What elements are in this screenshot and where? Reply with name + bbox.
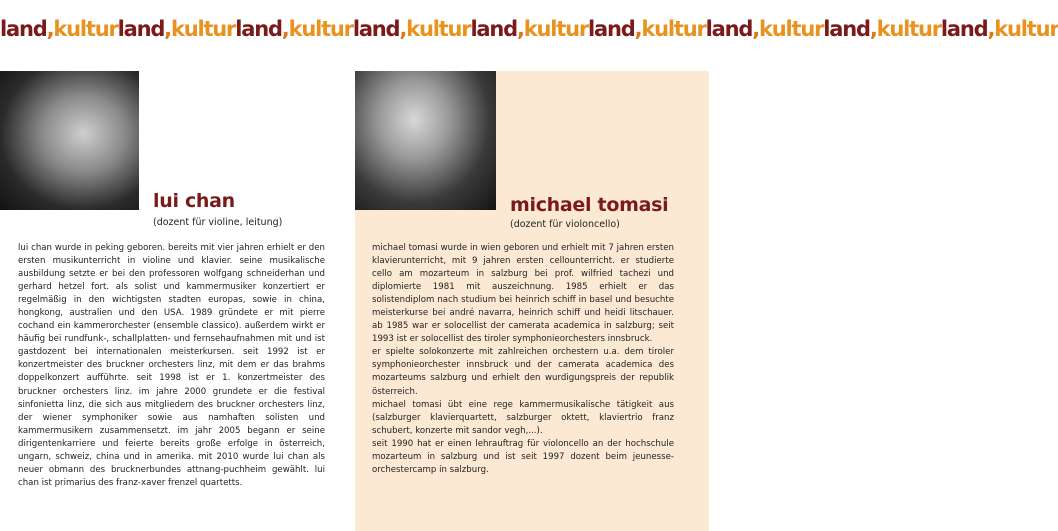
left-bio-paragraph: lui chan wurde in peking geboren. bereits mit vier jahren erhielt er den ersten musikunterricht in violine und klavier. seine musikalische ausbildung setzte er bei den professoren wolfgang schneiderhan und gerhard hetzel fort. als solist und kammermusiker konzertiert er regelmäßig in den wichtigsten stadten europas, sowie in china, hongkong, australien und den USA. 1989 gründete er mit pierre cochand ein kammerorchester (ensemble classico). außerdem wirkt er häufig bei rundfunk-, schallplatten- und fernsehaufnahmen mit und ist gastdozent bei internationalen meisterkursen. seit 1992 ist er konzertmeister des bruckner orchesters linz, mit dem er das brahms doppelkonzert aufführte. seit 1998 ist er 1. konzertmeister des bruckner orchesters linz. im jahre 2000 grundete er die festival sinfonietta linz, die sich aus mitgliedern des bruckner orchesters linz, der wiener symphoniker sowie aus namhaften solisten und kammermusikern zusammensetzt. im jahr 2005 begann er seine dirigentenkarriere und feierte bereits große erfolge in österreich, ungarn, schweiz, china und in amerika. mit 2010 wurde lui chan als neuer obmann des brucknerbundes attnang-puchheim gewählt. lui chan ist primarius des franz-xaver frenzel quartetts.	[18, 243, 325, 488]
banner-word: ,	[164, 17, 171, 41]
banner-word: land	[235, 17, 282, 41]
right-bio-paragraph: er spielte solokonzerte mit zahlreichen orchestern u.a. dem tiroler symphonieorchester innsbruck und der camerata academica des mozarteums salzburg und erhielt den wurdigungspreis der republik österreich.	[372, 347, 674, 397]
right-bio-paragraph: seit 1990 hat er einen lehrauftrag für violoncello an der hochschule mozarteum in salzburg und ist seit 1997 dozent beim jeunesse-orchestercamp in salzburg.	[372, 438, 674, 475]
michael-tomasi-photo	[355, 71, 496, 210]
left-role: (dozent für violine, leitung)	[153, 217, 283, 228]
banner-word: ,	[281, 17, 289, 41]
banner-word: ,	[399, 17, 407, 41]
right-bio-paragraph: michael tomasi übt eine rege kammermusikalische tätigkeit aus (salzburger klavierquartett, salzburger oktett, klaviertrio franz schubert, konzerte mit sandor vegh,...).	[372, 399, 674, 436]
banner-word: land	[117, 17, 165, 41]
banner-word: ,	[517, 17, 524, 41]
banner-word: kultur	[406, 17, 471, 41]
banner-word: ,	[46, 17, 54, 41]
left-bio	[18, 242, 325, 490]
lui-chan-photo	[0, 71, 139, 210]
right-name: michael tomasi	[510, 194, 669, 216]
banner-word: kultur	[876, 17, 941, 41]
right-bio-paragraph: michael tomasi wurde in wien geboren und erhielt mit 7 jahren ersten klavierunterricht, mit 9 jahren ersten cellounterricht. er studierte cello am mozarteum in salzburg bei prof. wilfried tachezi und diplomierte 1981 mit auszeichnung. 1985 erhielt er das solistendiplom nach studium bei heinrich schiff in basel und besuchte meisterkurse bei andré navarra, heinrich schiff und heidi litschauer. ab 1985 war er solocellist der camerata academica in salzburg; seit 1993 ist er solocellist des tiroler symphonieorchesters innsbruck.	[372, 243, 674, 345]
banner-word: kultur	[994, 17, 1058, 41]
banner-word: kultur	[53, 17, 118, 41]
left-name: lui chan	[153, 190, 235, 212]
banner-word: land	[940, 17, 988, 41]
banner-word: land	[352, 17, 400, 41]
banner-word: land	[0, 17, 47, 41]
banner-word: ,	[869, 17, 877, 41]
banner-word: kultur	[170, 17, 236, 41]
banner-word: kultur	[641, 17, 706, 41]
right-bio	[372, 242, 674, 477]
banner-word: land	[588, 17, 635, 41]
banner-word: ,	[634, 17, 642, 41]
banner-word: land	[470, 17, 517, 41]
banner-word: kultur	[759, 17, 824, 41]
right-role: (dozent für violoncello)	[510, 219, 620, 230]
banner-word: kultur	[288, 17, 353, 41]
banner-word: ,	[987, 17, 995, 41]
banner-word: ,	[752, 17, 759, 41]
banner-word: land	[823, 17, 870, 41]
banner-word: land	[705, 17, 753, 41]
banner-word: kultur	[523, 17, 589, 41]
kulturland-banner	[0, 14, 1058, 44]
